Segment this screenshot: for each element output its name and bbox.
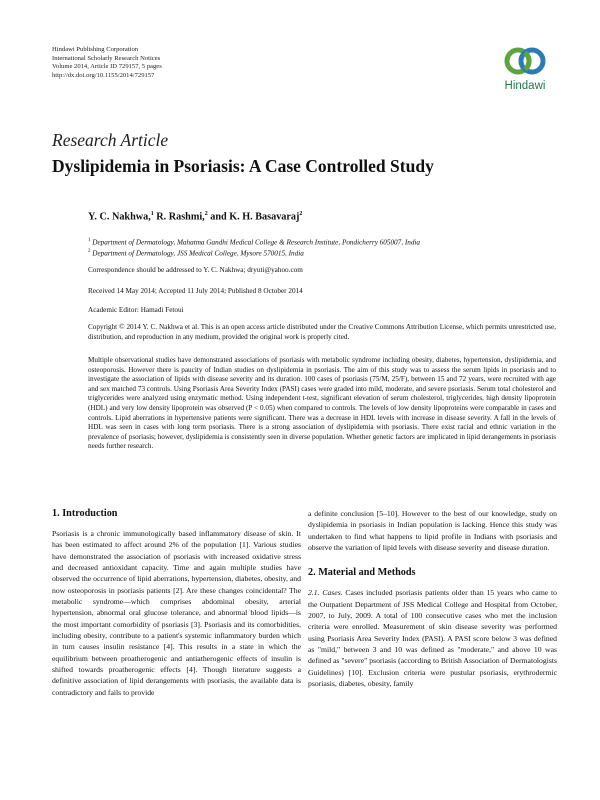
- section-heading-introduction: 1. Introduction: [52, 508, 118, 519]
- author-affil-sup: 1: [150, 211, 154, 217]
- journal-header: [52, 46, 162, 80]
- author-list: [88, 211, 302, 222]
- affil-text: Department of Dermatology, Mahatma Gandhi Medical College & Research Institute, Pondicherry 605007, India: [92, 238, 421, 247]
- right-column: [308, 508, 557, 689]
- methods-paragraph: [308, 587, 557, 689]
- journal-name: International Scholarly Research Notices: [52, 54, 161, 62]
- methods-text: Cases included psoriasis patients older than 15 years who came to the Outpatient Department of JSS Medical College and Hospital from October, 2007, to July, 2009. A total of 100 consecutive cases who met the inclusion criteria were enrolled. Measurement of skin disease severity was performed using Psoriasis Area Severity Index (PASI). A PASI score below 3 was defined as "mild," between 3 and 10 was defined as "moderate," and above 10 was defined as "severe" psoriasis (according to British Association of Dermatologists Guidelines) [10]. Exclusion criteria were pustular psoriasis, erythrodermic psoriasis, diabetes, obesity, family: [308, 588, 557, 689]
- hindawi-rings-icon: [502, 44, 548, 78]
- introduction-text: Psoriasis is a chronic immunologically based inflammatory disease of skin. It has been estimated to affect around 2% of the population [1]. Various studies have demonstrated the association of psoriasis with increased oxidative stress and decreased antioxidant capacity. Time and again multiple studies have observed the occurrence of lipid aberrations, hypertension, diabetes, obesity, and now osteoporosis in psoriasis patients [2]. Are these changes coincidental? The metabolic syndrome—which comprises abdominal obesity, arterial hypertension, abnormal oral glucose tolerance, and abnormal blood lipids—is the most important comorbidity of psoriasis [3]. Psoriasis and its comorbidities, including obesity, contribute to a patient's systemic inflammatory burden which in turn causes insulin resistance [4]. This results in a state in which the equilibrium between proatherogenic and antiatherogenic effects of insulin is shifted towards proatherogenic effects [4]. Though literature suggests a definitive association of lipid derangements with psoriasis, the available data is contradictory and fails to provide: [52, 529, 301, 697]
- left-column: [52, 508, 301, 698]
- doi-link[interactable]: http://dx.doi.org/10.1155/2014/729157: [52, 71, 155, 79]
- affiliation-2: [88, 247, 420, 258]
- hindawi-wordmark: Hindawi: [504, 80, 546, 92]
- section-heading-methods: 2. Material and Methods: [308, 567, 416, 579]
- affiliation-1: [88, 236, 420, 247]
- hindawi-logo: [494, 44, 556, 92]
- author-affil-sup: 2: [204, 211, 208, 217]
- author-name: and K. H. Basavaraj: [210, 211, 300, 223]
- publication-dates: Received 14 May 2014; Accepted 11 July 2014; Published 8 October 2014: [88, 287, 303, 295]
- affil-sup: 1: [88, 238, 91, 243]
- author-name: R. Rashmi,: [156, 211, 205, 223]
- introduction-continued-text: a definite conclusion [5–10]. However to the best of our knowledge, study on dyslipidemia in psoriasis in Indian population is lacking. Hence this study was undertaken to find what happens to lipid profile in Indians with psoriasis and observe the variation of lipid levels with disease severity and disease duration.: [308, 509, 557, 553]
- volume-info: Volume 2014, Article ID 729157, 5 pages: [52, 63, 162, 71]
- publisher: Hindawi Publishing Corporation: [52, 46, 139, 53]
- subsection-heading-cases: 2.1. Cases.: [308, 588, 343, 598]
- article-title: Dyslipidemia in Psoriasis: A Case Controlled Study: [52, 156, 434, 176]
- article-type: Research Article: [52, 130, 169, 150]
- academic-editor: Academic Editor: Hamadi Fetoui: [88, 306, 184, 314]
- affil-sup: 2: [88, 249, 91, 255]
- correspondence: Correspondence should be addressed to Y. C. Nakhwa; dryuti@yahoo.com: [88, 266, 303, 274]
- author-affil-sup: 2: [299, 211, 303, 217]
- affil-text: Department of Dermatology, JSS Medical College, Mysore 570015, India: [92, 249, 304, 258]
- affiliations: [88, 236, 420, 259]
- copyright-notice: Copyright © 2014 Y. C. Nakhwa et al. This is an open access article distributed under the Creative Commons Attribution License, which permits unrestricted use, distribution, and reproduction in any medium, provided the original work is properly cited.: [88, 323, 556, 341]
- abstract: Multiple observational studies have demonstrated associations of psoriasis with metabolic syndrome including obesity, diabetes, hypertension, dyslipidemia, and osteoporosis. However there is paucity of Indian studies on dyslipidemia in psoriasis. The aim of this study was to assess the serum lipids in psoriasis and to investigate the association of lipids with disease severity and its duration. 100 cases of psoriasis (75/M, 25/F), between 15 and 72 years, were recruited with age and sex matched 73 controls. Using Psoriasis Area Severity Index (PASI) cases were graded into mild, moderate, and severe psoriasis. Serum total cholesterol and triglycerides were analyzed using enzymatic method. Using independent t-test, significant elevation of serum cholesterol, triglycerides, high density lipoprotein (HDL) and very low density lipoprotein was observed (P < 0.05) when compared to controls. The levels of low density lipoproteins were comparable in cases and controls. Lipid aberrations in hypertensive patients were significant. There was a decrease in HDL levels with increase in disease severity. A fall in the levels of HDL was seen in cases with long term psoriasis. There is a strong association of dyslipidemia with psoriasis. There exist racial and ethnic variation in the prevalence of psoriasis; however, dyslipidemia is consistently seen in diverse population. Whether genetic factors are implicated in lipid derangements in psoriasis needs further research.: [88, 356, 556, 451]
- author-name: Y. C. Nakhwa,: [88, 211, 151, 223]
